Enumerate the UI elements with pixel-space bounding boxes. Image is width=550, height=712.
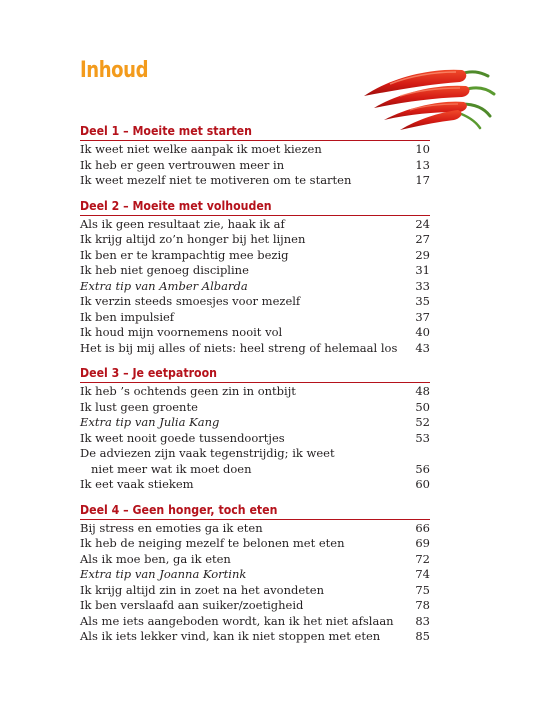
entry-title: Ik ben er te krampachtig mee bezig — [80, 247, 289, 262]
toc-section — [80, 364, 430, 493]
toc-entry — [80, 446, 430, 462]
page-number: 66 — [415, 520, 430, 535]
page-number: 85 — [415, 629, 430, 643]
entry-title: Ik heb niet genoeg discipline — [80, 263, 249, 277]
toc-entry — [80, 341, 430, 357]
entry-title: Als ik geen resultaat zie, haak ik af — [80, 216, 285, 231]
toc-entry — [80, 173, 430, 189]
entry-title: Als ik moe ben, ga ik eten — [80, 551, 231, 566]
toc-entry — [80, 477, 430, 493]
toc-entry — [80, 583, 430, 599]
page-number: 78 — [415, 598, 430, 612]
entry-title: Ik krijg altijd zin in zoet na het avondeten — [80, 582, 325, 597]
page-number: 56 — [415, 461, 430, 476]
entry-title: Ik houd mijn voornemens nooit vol — [80, 325, 283, 339]
page-number: 74 — [415, 567, 430, 581]
toc-entry — [80, 400, 430, 416]
toc-entry — [80, 232, 430, 248]
entry-title: De adviezen zijn vaak tegenstrijdig; ik weet — [80, 446, 335, 460]
page-number: 29 — [415, 247, 430, 262]
page-number: 52 — [415, 415, 430, 429]
entry-title: Ik eet vaak stiekem — [80, 477, 194, 491]
toc-entry — [80, 629, 430, 645]
section-heading: Deel 4 – Geen honger, toch eten — [80, 501, 278, 517]
toc-section — [80, 501, 430, 645]
toc-entry — [80, 384, 430, 400]
table-of-contents — [80, 122, 430, 653]
page-number: 10 — [415, 142, 430, 156]
page-number: 37 — [415, 309, 430, 324]
toc-entry — [80, 248, 430, 264]
toc-entry — [80, 598, 430, 614]
toc-entry — [80, 263, 430, 279]
entry-title: Het is bij mij alles of niets: heel streng of helemaal los — [80, 340, 398, 355]
section-rule — [80, 215, 430, 216]
entry-title: Ik weet niet welke aanpak ik moet kiezen — [80, 142, 322, 156]
entry-title: Ik lust geen groente — [80, 399, 198, 414]
toc-entry — [80, 325, 430, 341]
section-heading: Deel 1 – Moeite met starten — [80, 123, 252, 138]
toc-section — [80, 197, 430, 357]
entry-title: Extra tip van Joanna Kortink — [80, 567, 247, 581]
page-number: 53 — [415, 430, 430, 445]
toc-entry — [80, 294, 430, 310]
entry-title: Als ik iets lekker vind, kan ik niet stoppen met eten — [80, 629, 381, 643]
entry-title: Ik heb er geen vertrouwen meer in — [80, 157, 285, 172]
page-number: 33 — [415, 278, 430, 293]
section-rule — [80, 382, 430, 383]
page-number: 17 — [415, 173, 430, 187]
toc-entry — [80, 310, 430, 326]
toc-entry — [80, 521, 430, 537]
entry-title: niet meer wat ik moet doen — [91, 461, 252, 476]
page-number: 69 — [415, 536, 430, 550]
section-heading: Deel 2 – Moeite met volhouden — [80, 197, 272, 213]
section-heading: Deel 3 – Je eetpatroon — [80, 365, 217, 380]
page-number: 72 — [415, 551, 430, 566]
toc-entry — [80, 158, 430, 174]
page-number: 35 — [415, 294, 430, 308]
page-number: 27 — [415, 232, 430, 246]
entry-title: Ik weet nooit goede tussendoortjes — [80, 430, 285, 445]
page-number: 83 — [415, 613, 430, 628]
toc-entry — [80, 552, 430, 568]
entry-title: Ik ben verslaafd aan suiker/zoetigheid — [80, 598, 304, 612]
toc-entry — [80, 536, 430, 552]
entry-title: Ik verzin steeds smoesjes voor mezelf — [80, 294, 301, 308]
toc-entry — [80, 415, 430, 431]
page-number: 31 — [415, 263, 430, 277]
page-title: Inhoud — [80, 58, 149, 83]
page-number: 43 — [415, 340, 430, 355]
toc-entry — [80, 217, 430, 233]
toc-entry — [80, 431, 430, 447]
page-number: 75 — [415, 582, 430, 597]
toc-entry — [80, 567, 430, 583]
toc-entry — [80, 614, 430, 630]
section-rule — [80, 519, 430, 520]
entry-title: Ik heb de neiging mezelf te belonen met eten — [80, 536, 345, 550]
page-number: 60 — [415, 477, 430, 491]
toc-entry — [80, 142, 430, 158]
section-rule — [80, 140, 430, 141]
entry-title: Als me iets aangeboden wordt, kan ik het niet afslaan — [80, 613, 394, 628]
entry-title: Ik heb ’s ochtends geen zin in ontbijt — [80, 384, 296, 398]
entry-title: Ik weet mezelf niet te motiveren om te starten — [80, 173, 352, 187]
entry-title: Extra tip van Julia Kang — [80, 415, 220, 429]
entry-title: Extra tip van Amber Albarda — [80, 278, 248, 293]
page-number: 24 — [415, 216, 430, 231]
page-number: 50 — [415, 399, 430, 414]
page-number: 13 — [415, 157, 430, 172]
entry-title: Ik krijg altijd zo’n honger bij het lijnen — [80, 232, 306, 246]
toc-entry — [80, 279, 430, 295]
page-number: 48 — [415, 384, 430, 398]
toc-section — [80, 122, 430, 189]
entry-title: Bij stress en emoties ga ik eten — [80, 520, 263, 535]
page-number: 40 — [415, 325, 430, 339]
entry-title: Ik ben impulsief — [80, 309, 175, 324]
toc-entry — [80, 462, 430, 478]
